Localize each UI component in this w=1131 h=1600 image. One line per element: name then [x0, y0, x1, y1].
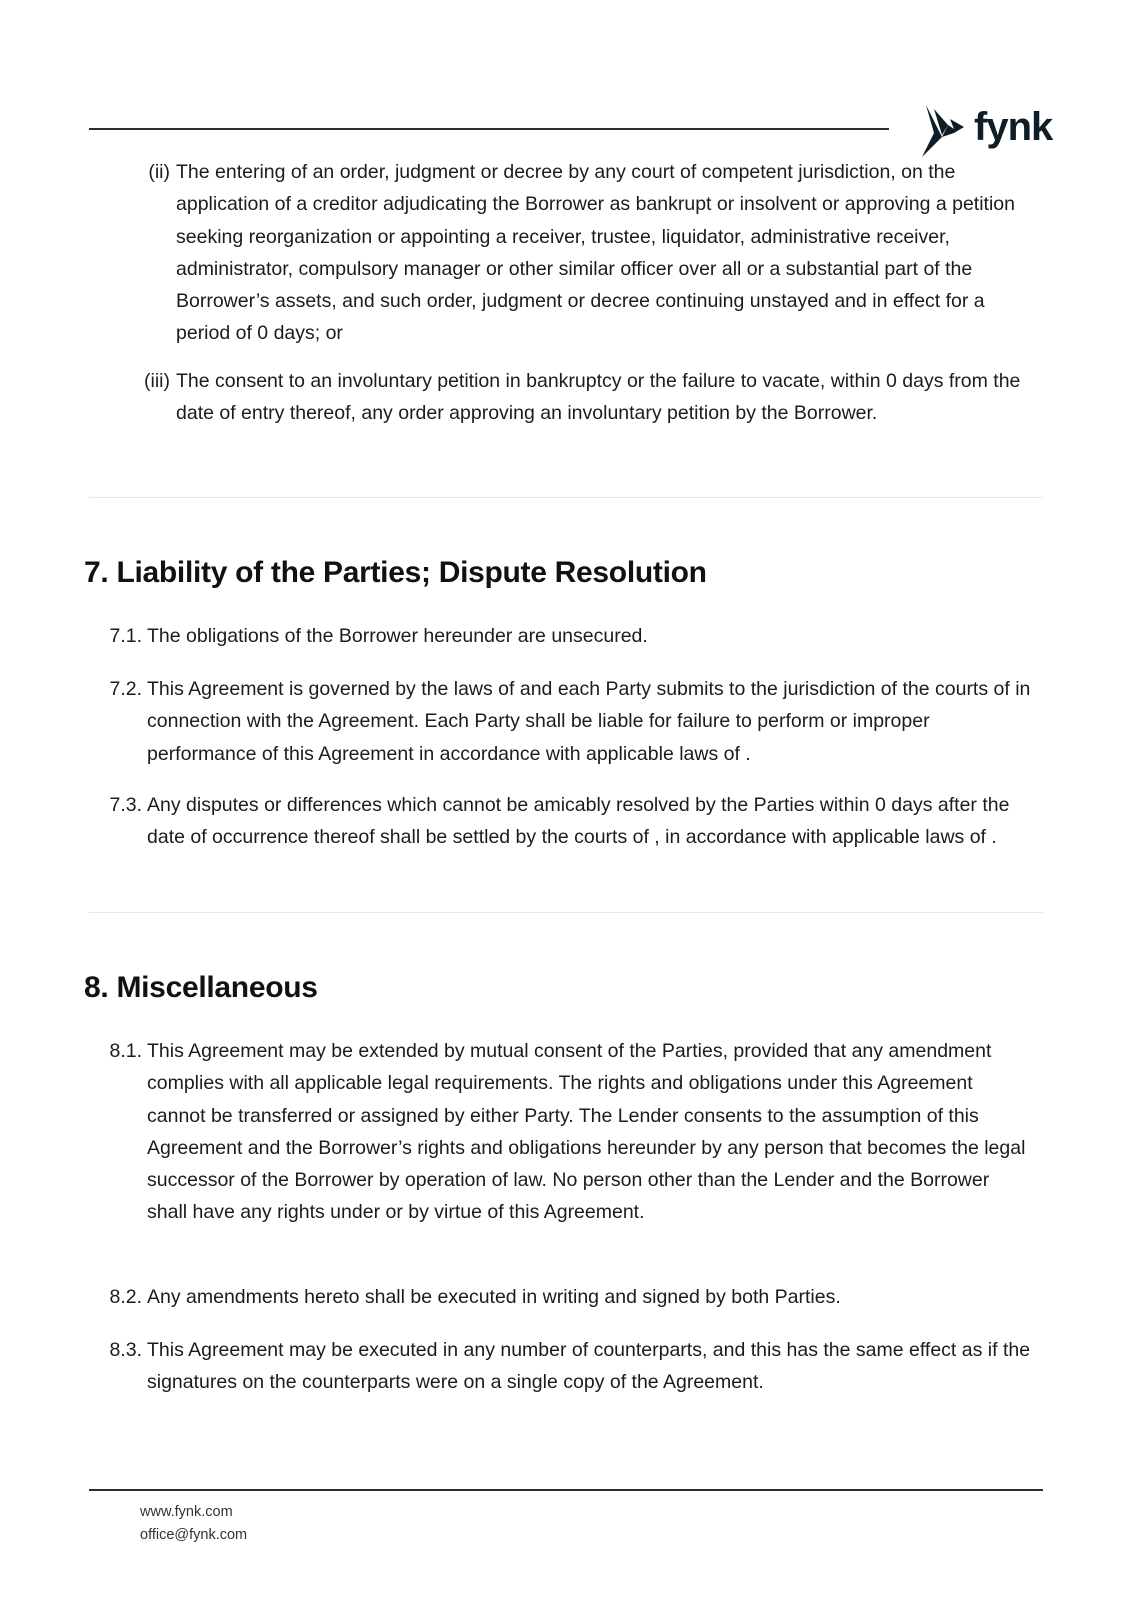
clause-number: 7.1. — [109, 625, 142, 647]
clause-text: Any disputes or differences which cannot be amicably resolved by the Parties within 0 days after the date of occurrence thereof shall be settled by the courts of , in accordance with applicable laws of . — [147, 794, 1010, 849]
clause-text: The entering of an order, judgment or decree by any court of competent jurisdiction, on the application of a creditor adjudicating the Borrower as bankrupt or insolvent or approving a petition seeking reorganization or appointing a receiver, trustee, liquidator, administrative receiver, administrator, compulsory manager or other similar officer over all or a substantial part of the Borrower’s assets, and such order, judgment or decree continuing unstayed and in effect for a period of 0 days; or — [176, 161, 1015, 345]
section-divider — [89, 497, 1043, 498]
clause-text: The obligations of the Borrower hereunder are unsecured. — [147, 625, 648, 647]
fynk-logo — [920, 103, 1053, 159]
section-divider — [89, 912, 1043, 913]
clause-number: 7.3. — [109, 794, 142, 816]
clause-7-1 — [109, 620, 1032, 652]
clause-number: (ii) — [148, 161, 170, 183]
clause-8-3 — [109, 1334, 1032, 1399]
clause-text: This Agreement may be executed in any number of counterparts, and this has the same effect as if the signatures on the counterparts were on a single copy of the Agreement. — [147, 1339, 1031, 1394]
footer-email[interactable]: office@fynk.com — [140, 1527, 248, 1543]
clause-7-2 — [109, 673, 1032, 770]
clause-number: 8.3. — [109, 1339, 142, 1361]
section-8-heading: 8. Miscellaneous — [84, 971, 318, 1004]
origami-bird-icon — [920, 103, 970, 159]
clause-iii — [144, 365, 1031, 430]
clause-text: This Agreement may be extended by mutual consent of the Parties, provided that any amendment complies with all applicable legal requirements. The rights and obligations under this Agreement cannot be transferred or assigned by either Party. The Lender consents to the assumption of this Agreement and the Borrower’s rights and obligations hereunder by any person that becomes the legal successor of the Borrower by operation of law. No person other than the Lender and the Borrower shall have any rights under or by virtue of this Agreement. — [147, 1040, 1026, 1224]
clause-number: 8.2. — [109, 1286, 142, 1308]
header-rule — [89, 128, 889, 130]
clause-number: (iii) — [144, 370, 170, 392]
footer-website[interactable]: www.fynk.com — [140, 1504, 233, 1520]
clause-ii — [148, 156, 1031, 350]
clause-number: 7.2. — [109, 678, 142, 700]
clause-text: Any amendments hereto shall be executed in writing and signed by both Parties. — [147, 1286, 841, 1308]
footer-rule — [89, 1489, 1043, 1491]
logo-wordmark: fynk — [974, 105, 1053, 149]
section-7-heading: 7. Liability of the Parties; Dispute Resolution — [84, 556, 707, 589]
clause-text: This Agreement is governed by the laws of and each Party submits to the jurisdiction of the courts of in connection with the Agreement. Each Party shall be liable for failure to perform or improper performance of this Agreement in accordance with applicable laws of . — [147, 678, 1031, 765]
clause-text: The consent to an involuntary petition in bankruptcy or the failure to vacate, within 0 days from the date of entry thereof, any order approving an involuntary petition by the Borrower. — [176, 370, 1021, 425]
clause-8-1 — [109, 1035, 1032, 1229]
clause-7-3 — [109, 789, 1032, 854]
clause-8-2 — [109, 1281, 1032, 1313]
clause-number: 8.1. — [109, 1040, 142, 1062]
